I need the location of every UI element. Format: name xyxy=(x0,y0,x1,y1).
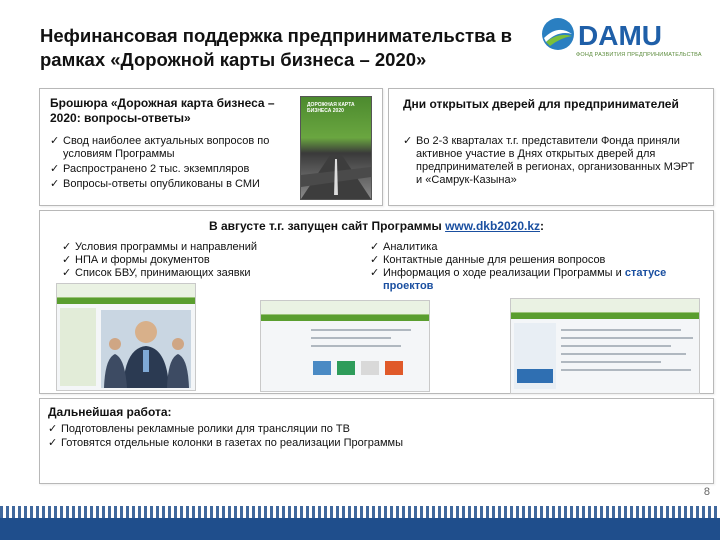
check-icon: ✓ xyxy=(50,135,60,147)
open-days-list xyxy=(403,135,703,187)
open-days-heading: Дни открытых дверей для предпринимателей xyxy=(403,97,679,111)
page-number: 8 xyxy=(703,486,710,498)
damu-logo-icon xyxy=(540,14,712,54)
list-item: ✓ Распространено 2 тыс. экземпляров xyxy=(50,163,250,175)
brochure-heading: Брошюра «Дорожная карта бизнеса – 2020: вопросы-ответы» xyxy=(50,96,275,125)
list-item: ✓ Готовятся отдельные колонки в газетах по реализации Программы xyxy=(48,437,404,449)
list-item: ✓ Список БВУ, принимающих заявки xyxy=(62,267,251,279)
road-icon xyxy=(301,155,371,199)
brochure-cover-image xyxy=(300,96,372,200)
brochure-cover-text: ДОРОЖНАЯ КАРТА БИЗНЕСА 2020 xyxy=(307,102,355,114)
further-work-list xyxy=(48,423,648,451)
further-work-heading: Дальнейшая работа: xyxy=(48,405,172,419)
website-screenshot-home xyxy=(56,283,196,391)
project-status-link[interactable]: статусе проектов xyxy=(383,267,667,292)
list-item: ✓ Информация о ходе реализации Программы и статусе проектов xyxy=(370,267,667,292)
page-title: Нефинансовая поддержка предпринимательства в рамках «Дорожной карты бизнеса – 2020» xyxy=(40,25,513,70)
list-item: ✓ Контактные данные для решения вопросов xyxy=(370,254,606,266)
people-photo-icon xyxy=(101,310,191,388)
brochure-list xyxy=(50,135,318,193)
check-icon: ✓ xyxy=(370,254,380,266)
check-icon: ✓ xyxy=(48,423,58,435)
further-work-panel xyxy=(39,398,714,484)
website-link[interactable]: www.dkb2020.kz xyxy=(445,219,541,233)
check-icon: ✓ xyxy=(50,163,60,175)
check-icon: ✓ xyxy=(403,135,413,147)
footer-stripe xyxy=(0,506,720,518)
check-icon: ✓ xyxy=(370,267,380,279)
damu-logo xyxy=(540,14,712,70)
list-item: ✓ Подготовлены рекламные ролики для трансляции по ТВ xyxy=(48,423,350,435)
check-icon: ✓ xyxy=(370,241,380,253)
check-icon: ✓ xyxy=(48,437,58,449)
check-icon: ✓ xyxy=(62,254,72,266)
list-item: ✓ Аналитика xyxy=(370,241,438,253)
list-item: ✓ Во 2-3 кварталах т.г. представители Фонда приняли активное участие в Днях открытых дверей для предпринимателей в регионах, организованных МЭРТ и «Самрук-Казына» xyxy=(403,135,695,186)
website-features-left xyxy=(62,241,352,280)
list-item: ✓ Вопросы-ответы опубликованы в СМИ xyxy=(50,178,260,190)
check-icon: ✓ xyxy=(62,241,72,253)
footer-band xyxy=(0,518,720,540)
list-item: ✓ Свод наиболее актуальных вопросов по условиям Программы xyxy=(50,135,270,160)
open-days-panel xyxy=(388,88,714,206)
website-features-right xyxy=(370,241,680,293)
list-item: ✓ Условия программы и направлений xyxy=(62,241,258,253)
logo-wordmark: DAMU xyxy=(578,20,662,51)
website-screenshot-news xyxy=(510,298,700,394)
list-item: ✓ НПА и формы документов xyxy=(62,254,210,266)
check-icon: ✓ xyxy=(62,267,72,279)
logo-tagline: ФОНД РАЗВИТИЯ ПРЕДПРИНИМАТЕЛЬСТВА xyxy=(576,52,702,58)
website-heading: В августе т.г. запущен сайт Программы www.dkb2020.kz: xyxy=(208,219,545,233)
website-screenshot-partners xyxy=(260,300,430,392)
check-icon: ✓ xyxy=(50,178,60,190)
